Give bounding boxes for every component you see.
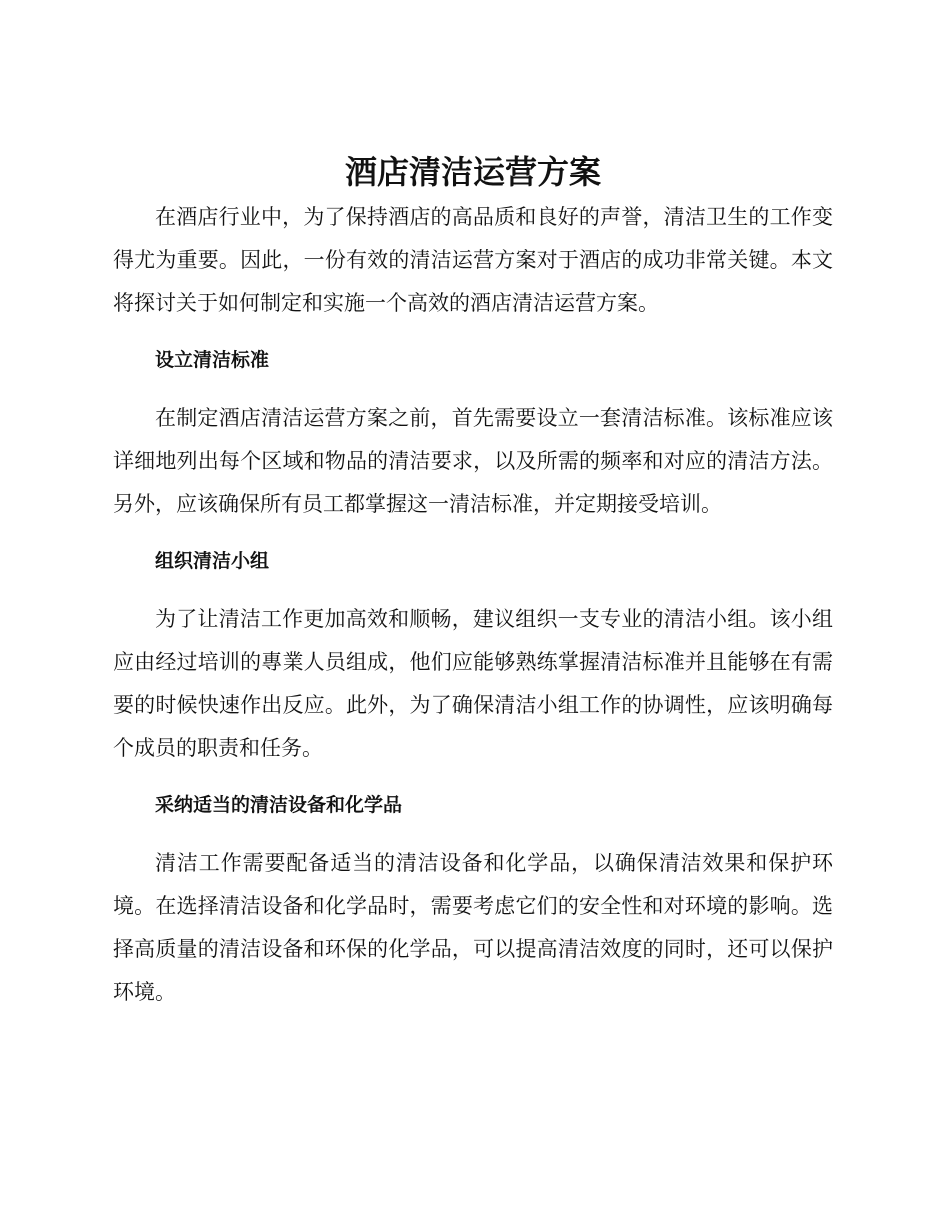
intro-paragraph: 在酒店行业中，为了保持酒店的高品质和良好的声誉，清洁卫生的工作变得尤为重要。因此，一份有效的清洁运营方案对于酒店的成功非常关键。本文将探讨关于如何制定和实施一个高效的酒店清洁运营方案。 — [113, 205, 833, 315]
section-body-team: 为了让清洁工作更加高效和顺畅，建议组织一支专业的清洁小组。该小组应由经过培训的專業人员组成，他们应能够熟练掌握清洁标准并且能够在有需要的时候快速作出反应。此外，为了确保清洁小组工作的协调性，应该明确每个成员的职责和任务。 — [113, 607, 833, 760]
section-heading-equipment: 采纳适当的清洁设备和化学品 — [155, 794, 403, 816]
section-body-standards: 在制定酒店清洁运营方案之前，首先需要设立一套清洁标准。该标准应该详细地列出每个区域和物品的清洁要求，以及所需的频率和对应的清洁方法。另外，应该确保所有员工都掌握这一清洁标准，并定期接受培训。 — [113, 406, 833, 516]
section-heading-team: 组织清洁小组 — [155, 550, 270, 572]
document-title: 酒店清洁运营方案 — [344, 153, 601, 191]
section-body-equipment: 清洁工作需要配备适当的清洁设备和化学品，以确保清洁效果和保护环境。在选择清洁设备和化学品时，需要考虑它们的安全性和对环境的影响。选择高质量的清洁设备和环保的化学品，可以提高清洁效度的同时，还可以保护环境。 — [113, 851, 833, 1004]
document-page — [113, 148, 833, 1014]
section-heading-standards: 设立清洁标准 — [155, 349, 270, 371]
